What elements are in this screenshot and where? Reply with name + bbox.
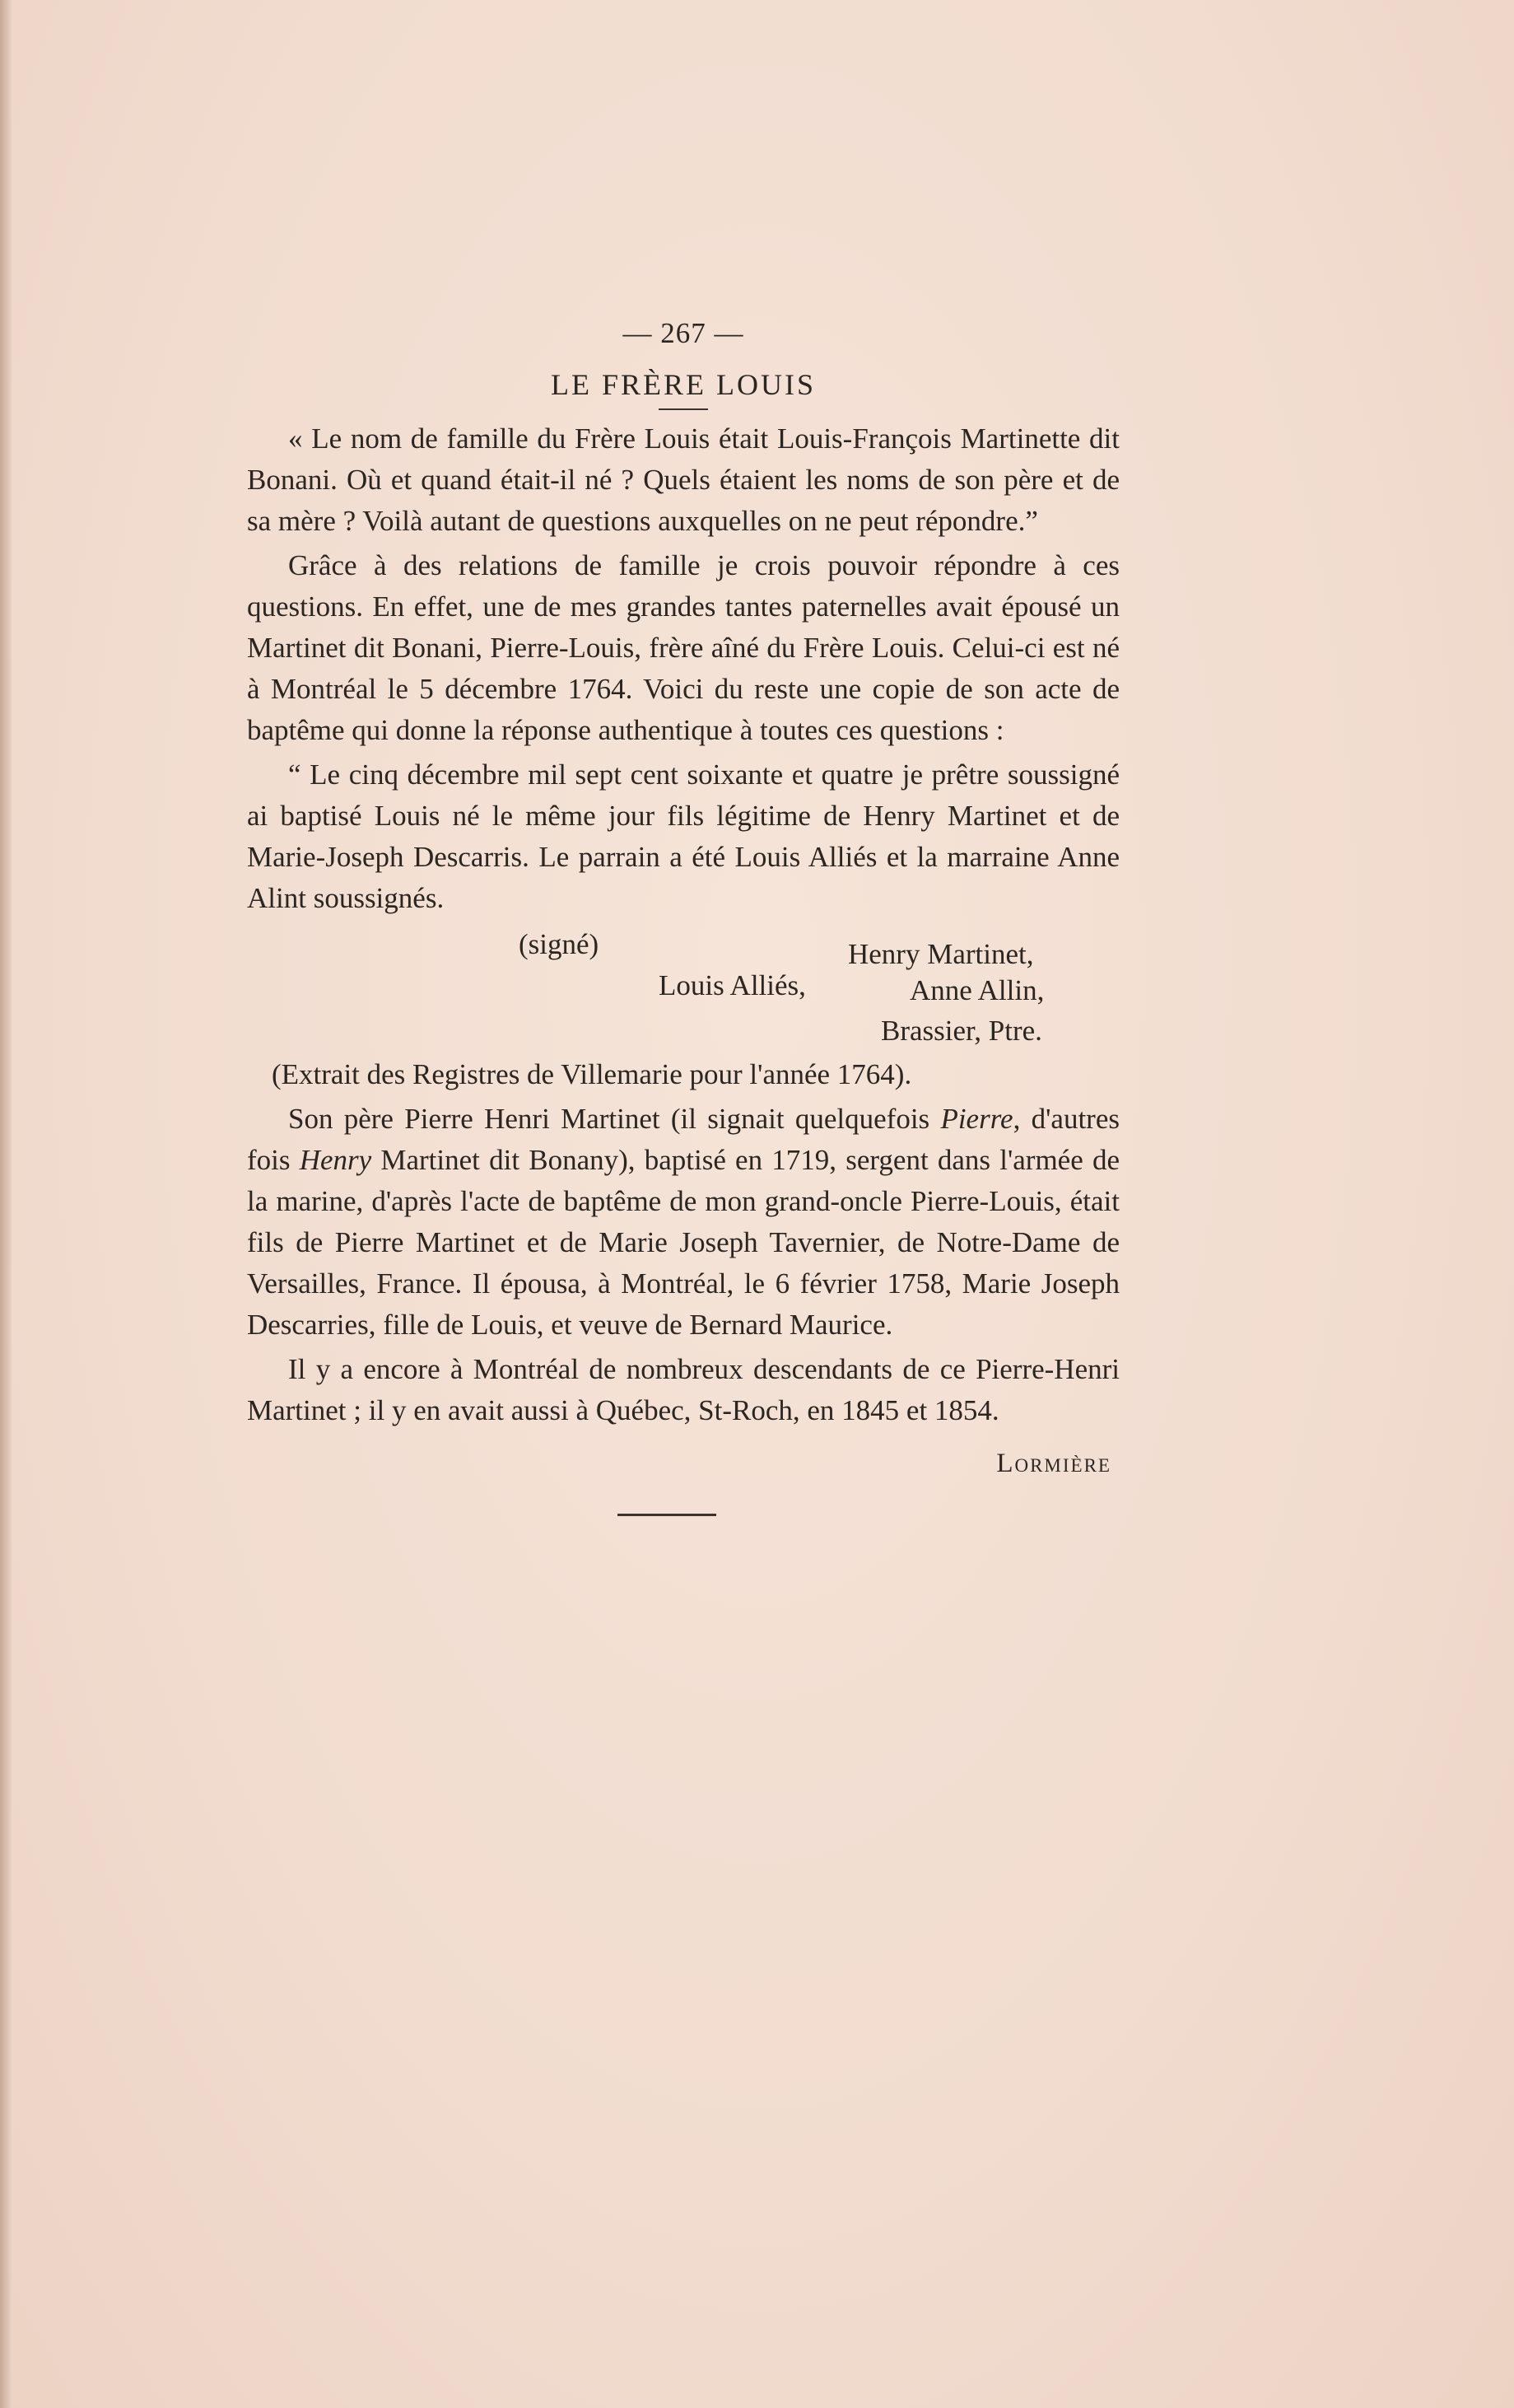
title-divider xyxy=(659,408,708,410)
italic-pierre: Pierre xyxy=(940,1103,1013,1135)
article-title: LE FRÈRE LOUIS xyxy=(550,368,816,401)
quote-paragraph: « Le nom de famille du Frère Louis était Louis-François Martinette dit Bonani. Où et quand était-il né ? Quels étaient les noms de son père et de sa mère ? Voilà autant de questions auxquelles on ne peut répondre.” xyxy=(247,422,1120,537)
father-paragraph xyxy=(247,1099,1120,1346)
italic-henry: Henry xyxy=(299,1144,372,1176)
register-citation: (Extrait des Registres de Villemarie pour l'année 1764). xyxy=(272,1058,912,1090)
author-signature: Lormière xyxy=(996,1449,1111,1478)
father-text-middle: , d'autres fois xyxy=(247,1103,1120,1176)
response-paragraph: Grâce à des relations de famille je crois pouvoir répondre à ces questions. En effet, une de mes grandes tantes paternelles avait épousé un Martinet dit Bonani, Pierre-Louis, frère aîné du Frère Louis. Celui-ci est né à Montréal le 5 décembre 1764. Voici du reste une copie de son acte de baptême qui donne la réponse authentique à toutes ces questions : xyxy=(247,549,1120,746)
signature-henry-martinet: Henry Martinet, xyxy=(848,938,1034,970)
page-number: — 267 — xyxy=(622,317,744,349)
father-text-end: Martinet dit Bonany), baptisé en 1719, sergent dans l'armée de la marine, d'après l'acte de baptême de mon grand-oncle Pierre-Louis, était fils de Pierre Martinet et de Marie Joseph Tavernier, de Notre-Dame de Versailles, France. Il épousa, à Montréal, le 6 février 1758, Marie Joseph Descarries, fille de Louis, et veuve de Bernard Maurice. xyxy=(247,1144,1120,1341)
signature-brassier: Brassier, Ptre. xyxy=(881,1015,1042,1047)
end-divider xyxy=(617,1514,716,1516)
descendants-paragraph: Il y a encore à Montréal de nombreux descendants de ce Pierre-Henri Martinet ; il y en avait aussi à Québec, St-Roch, en 1845 et 1854. xyxy=(247,1353,1120,1426)
signed-mark: (signé) xyxy=(519,928,599,960)
father-text-start: Son père Pierre Henri Martinet (il signait quelquefois xyxy=(288,1103,941,1135)
signature-anne-allin: Anne Allin, xyxy=(910,974,1045,1006)
page-edge xyxy=(0,0,12,2408)
baptism-act-paragraph: “ Le cinq décembre mil sept cent soixante et quatre je prêtre soussigné ai baptisé Louis né le même jour fils légitime de Henry Martinet et de Marie-Joseph Descarris. Le parrain a été Louis Alliés et la marraine Anne Alint soussignés. xyxy=(247,758,1120,914)
signature-block xyxy=(247,924,1120,1048)
signature-louis-allies: Louis Alliés, xyxy=(659,969,806,1001)
article-body xyxy=(247,313,1120,1516)
